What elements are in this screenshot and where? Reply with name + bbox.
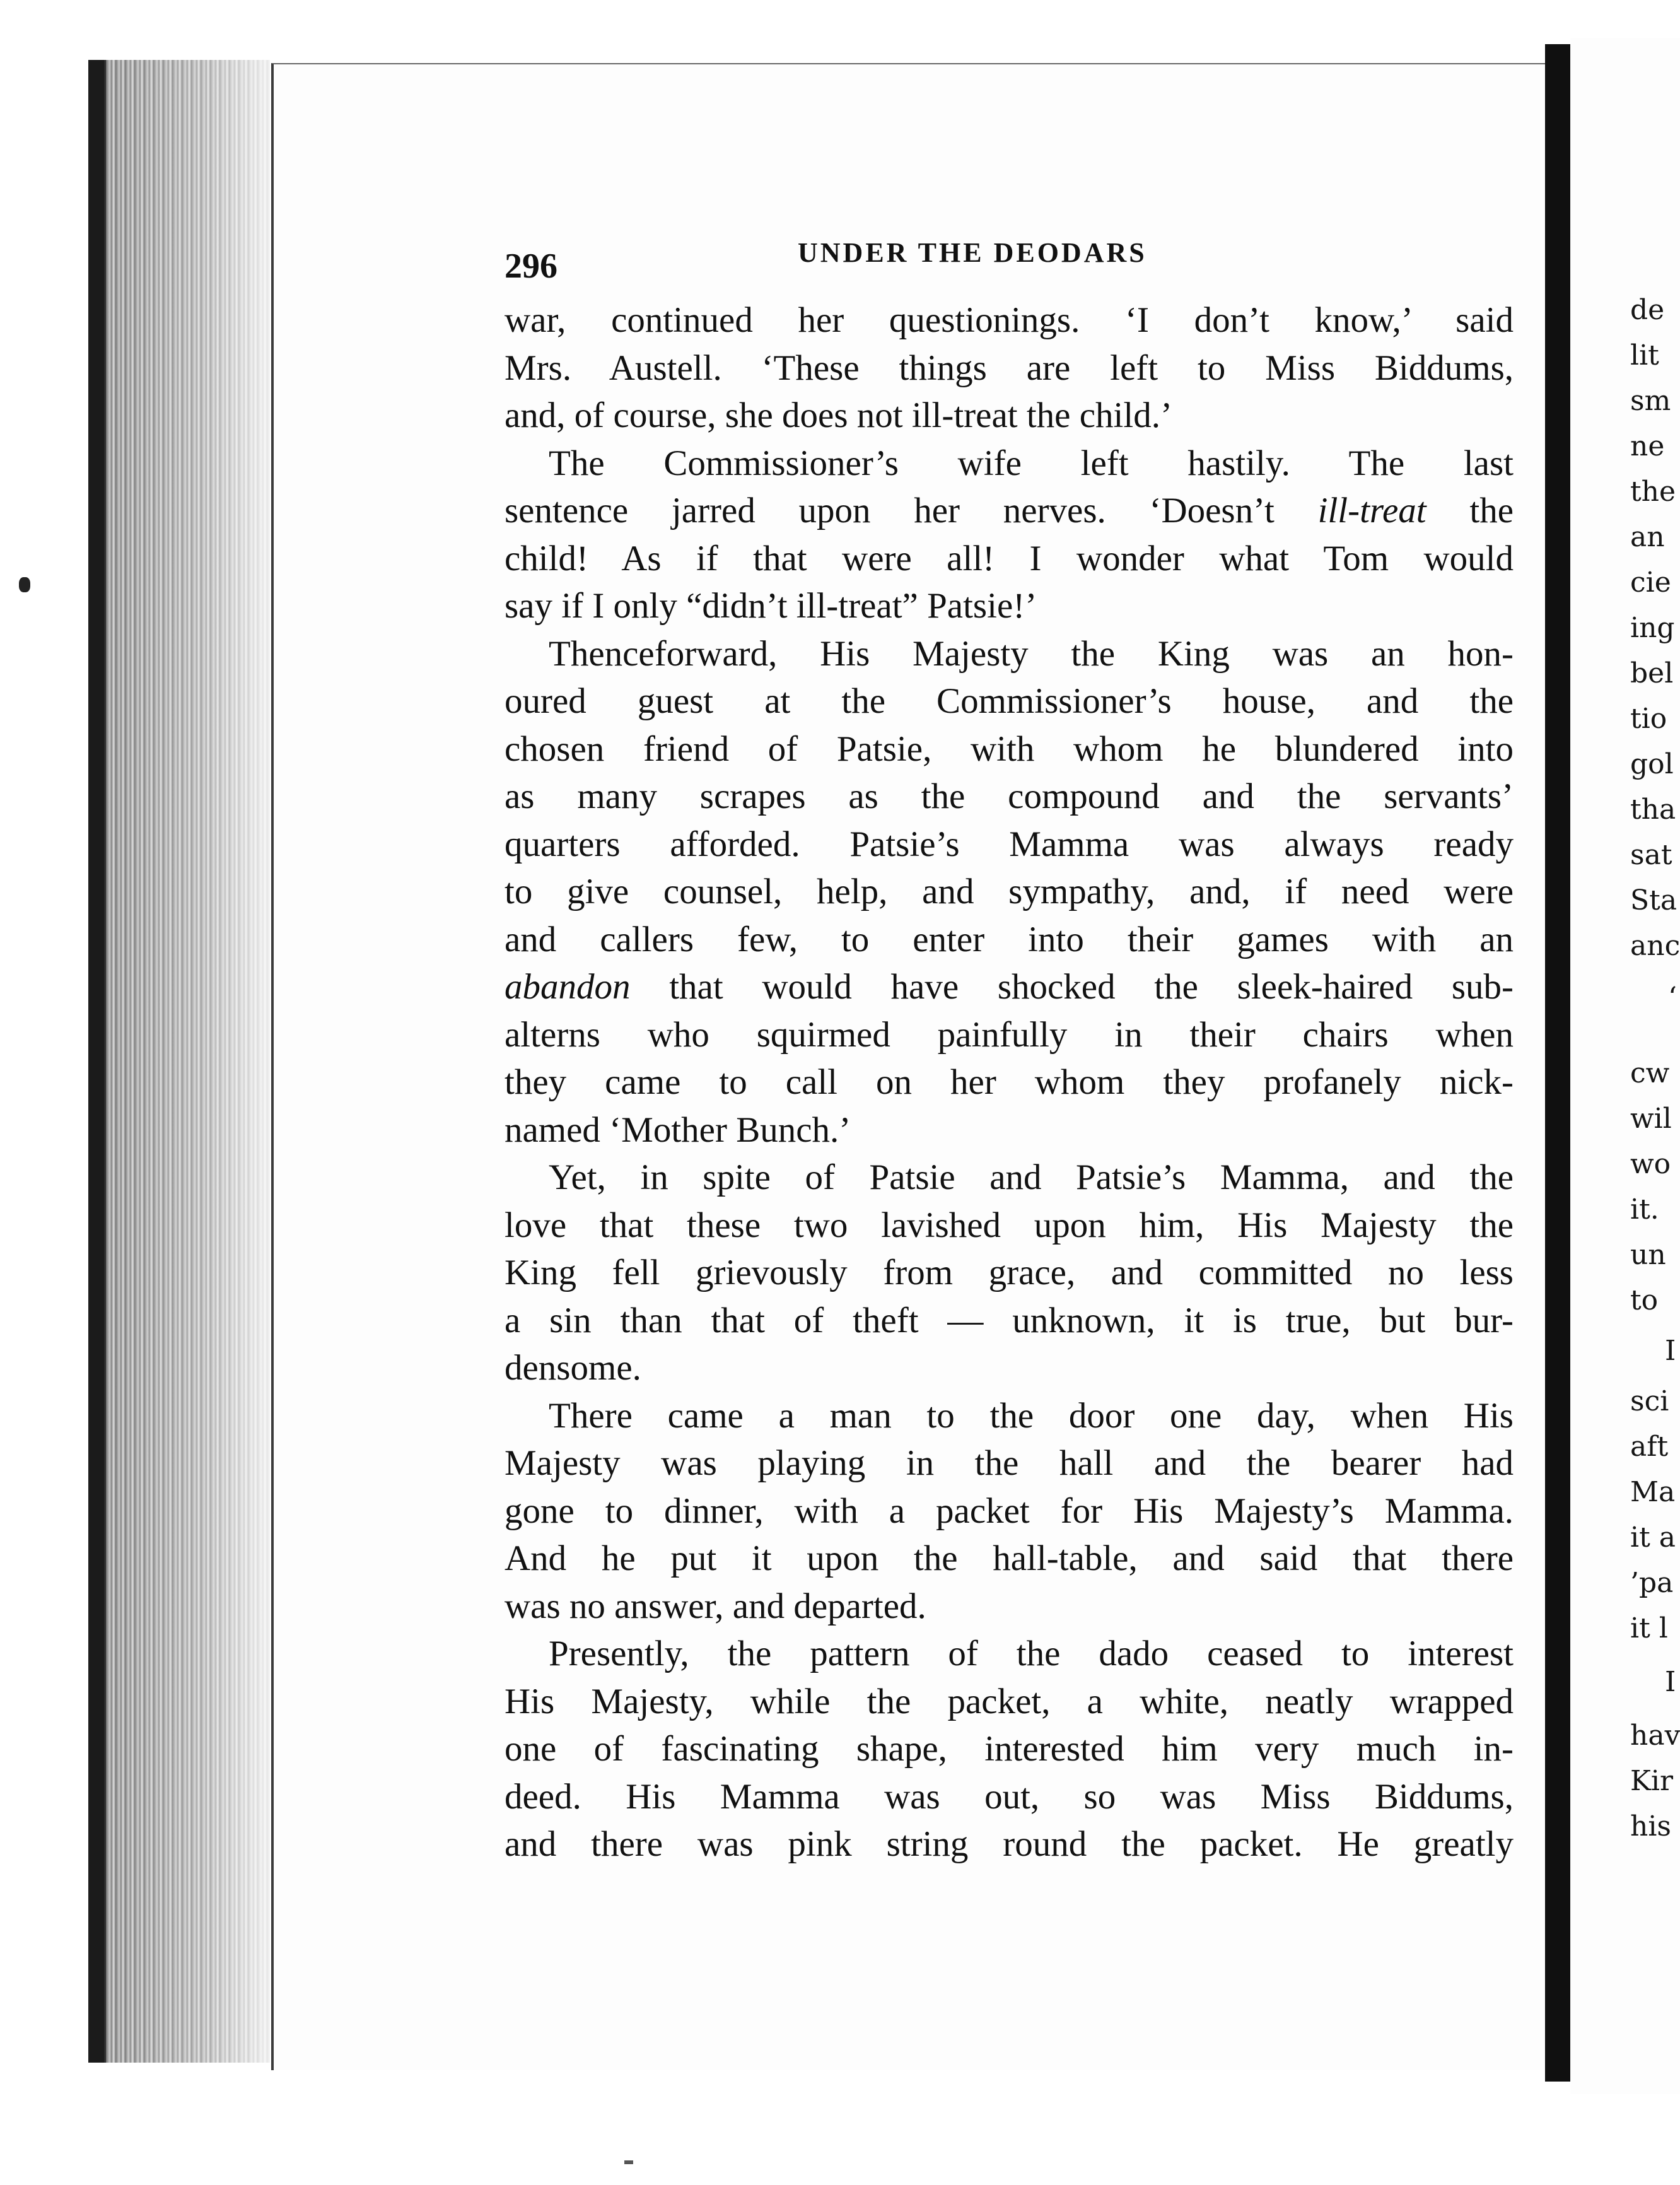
- page-edges: [104, 60, 270, 2063]
- text-line: and callers few, to enter into their games with an: [505, 919, 1514, 959]
- running-head-title: UNDER THE DEODARS: [798, 237, 1147, 268]
- right-page-fragment: sat: [1630, 839, 1672, 871]
- text-line: gone to dinner, with a packet for His Majesty’s Mamma.: [505, 1491, 1514, 1531]
- right-page-fragment: Sta: [1630, 884, 1677, 917]
- right-page-fragment: lit: [1630, 339, 1659, 372]
- scan-speck: [624, 2160, 633, 2164]
- right-page-fragment: to: [1630, 1284, 1659, 1316]
- text-line: they came to call on her whom they profanely nick-: [505, 1062, 1514, 1102]
- right-page-fragment: cie: [1630, 566, 1671, 599]
- text-line: And he put it upon the hall-table, and said that there: [505, 1538, 1514, 1578]
- right-page-fragment: it a: [1630, 1521, 1676, 1554]
- text-line: sentence jarred upon her nerves. ‘Doesn’t ill-treat the: [505, 491, 1514, 530]
- text-line: The Commissioner’s wife left hastily. The last: [549, 443, 1514, 483]
- right-page-fragment: Ma: [1630, 1476, 1676, 1508]
- right-page-fragment: sm: [1630, 385, 1671, 417]
- text-line: love that these two lavished upon him, His Majesty the: [505, 1205, 1514, 1245]
- text-line: quarters afforded. Patsie’s Mamma was always ready: [505, 824, 1514, 864]
- right-page-fragment: tha: [1630, 794, 1676, 826]
- text-line: Mrs. Austell. ‘These things are left to Miss Biddums,: [505, 348, 1514, 388]
- right-page-fragment: un: [1630, 1239, 1666, 1271]
- text-line: There came a man to the door one day, when His: [549, 1395, 1514, 1436]
- text-line: alterns who squirmed painfully in their chairs when: [505, 1014, 1514, 1055]
- text-line: one of fascinating shape, interested him very much in-: [505, 1729, 1514, 1769]
- right-page-fragment: ing: [1630, 612, 1675, 644]
- right-page-fragment: sci: [1630, 1385, 1669, 1417]
- text-line: and there was pink string round the packet. He greatly: [505, 1824, 1514, 1864]
- text-line: say if I only “didn’t ill-treat” Patsie!’: [505, 586, 1037, 626]
- right-page-fragment: hav: [1630, 1719, 1680, 1752]
- right-page-fragment: the: [1630, 476, 1676, 508]
- text-line: child! As if that were all! I wonder what Tom would: [505, 538, 1514, 578]
- text-line: Yet, in spite of Patsie and Patsie’s Mamma, and the: [549, 1157, 1514, 1197]
- right-page-fragment: tio: [1630, 703, 1667, 735]
- page-number: 296: [505, 247, 557, 286]
- right-page-fragment: de: [1630, 294, 1665, 326]
- right-page-fragment: it l: [1630, 1612, 1668, 1644]
- right-page-fragment: an: [1630, 521, 1665, 553]
- text-line: chosen friend of Patsie, with whom he blundered into: [505, 729, 1514, 769]
- text-line: a sin than that of theft — unknown, it is true, but bur-: [505, 1300, 1514, 1340]
- body-text: [505, 296, 1514, 1868]
- right-page-fragment: wil: [1630, 1103, 1672, 1135]
- right-page-fragment: Kir: [1630, 1765, 1673, 1797]
- right-page-fragment: ne: [1630, 430, 1665, 462]
- text-line: densome.: [505, 1348, 641, 1388]
- right-page-fragment: I: [1665, 1335, 1676, 1367]
- text-line: to give counsel, help, and sympathy, and, if need were: [505, 872, 1514, 911]
- text-line: was no answer, and departed.: [505, 1586, 926, 1626]
- right-page-fragment: his: [1630, 1810, 1671, 1842]
- right-page-fragment: bel: [1630, 657, 1674, 689]
- right-page-fragment: I: [1665, 1666, 1676, 1698]
- right-page-fragment: wo: [1630, 1148, 1671, 1180]
- text-line: oured guest at the Commissioner’s house, and the: [505, 681, 1514, 721]
- right-page-fragment: cw: [1630, 1057, 1670, 1089]
- right-page-fragment: anc: [1630, 930, 1680, 962]
- right-page-fragment: aft: [1630, 1431, 1669, 1463]
- scan-speck: [19, 577, 30, 592]
- right-page-fragment: ‘: [1668, 981, 1677, 1014]
- text-line: deed. His Mamma was out, so was Miss Biddums,: [505, 1776, 1514, 1817]
- text-line: war, continued her questionings. ‘I don’t know,’ said: [505, 300, 1514, 340]
- text-line: as many scrapes as the compound and the servants’: [505, 776, 1514, 816]
- book-gutter: [1545, 44, 1570, 2082]
- book-cover-edge: [88, 60, 105, 2063]
- text-line: Majesty was playing in the hall and the bearer had: [505, 1443, 1514, 1483]
- text-line: His Majesty, while the packet, a white, neatly wrapped: [505, 1681, 1514, 1721]
- text-line: abandon that would have shocked the sleek-haired sub-: [505, 967, 1514, 1007]
- text-line: Presently, the pattern of the dado ceased to interest: [549, 1634, 1514, 1673]
- right-page-fragment: ’pa: [1630, 1567, 1674, 1599]
- text-line: named ‘Mother Bunch.’: [505, 1110, 851, 1150]
- text-line: Thenceforward, His Majesty the King was an hon-: [549, 633, 1514, 674]
- text-line: and, of course, she does not ill-treat the child.’: [505, 395, 1172, 435]
- text-line: King fell grievously from grace, and committed no less: [505, 1253, 1514, 1292]
- right-page-fragment: it.: [1630, 1193, 1659, 1226]
- right-page-fragment: gol: [1630, 748, 1674, 780]
